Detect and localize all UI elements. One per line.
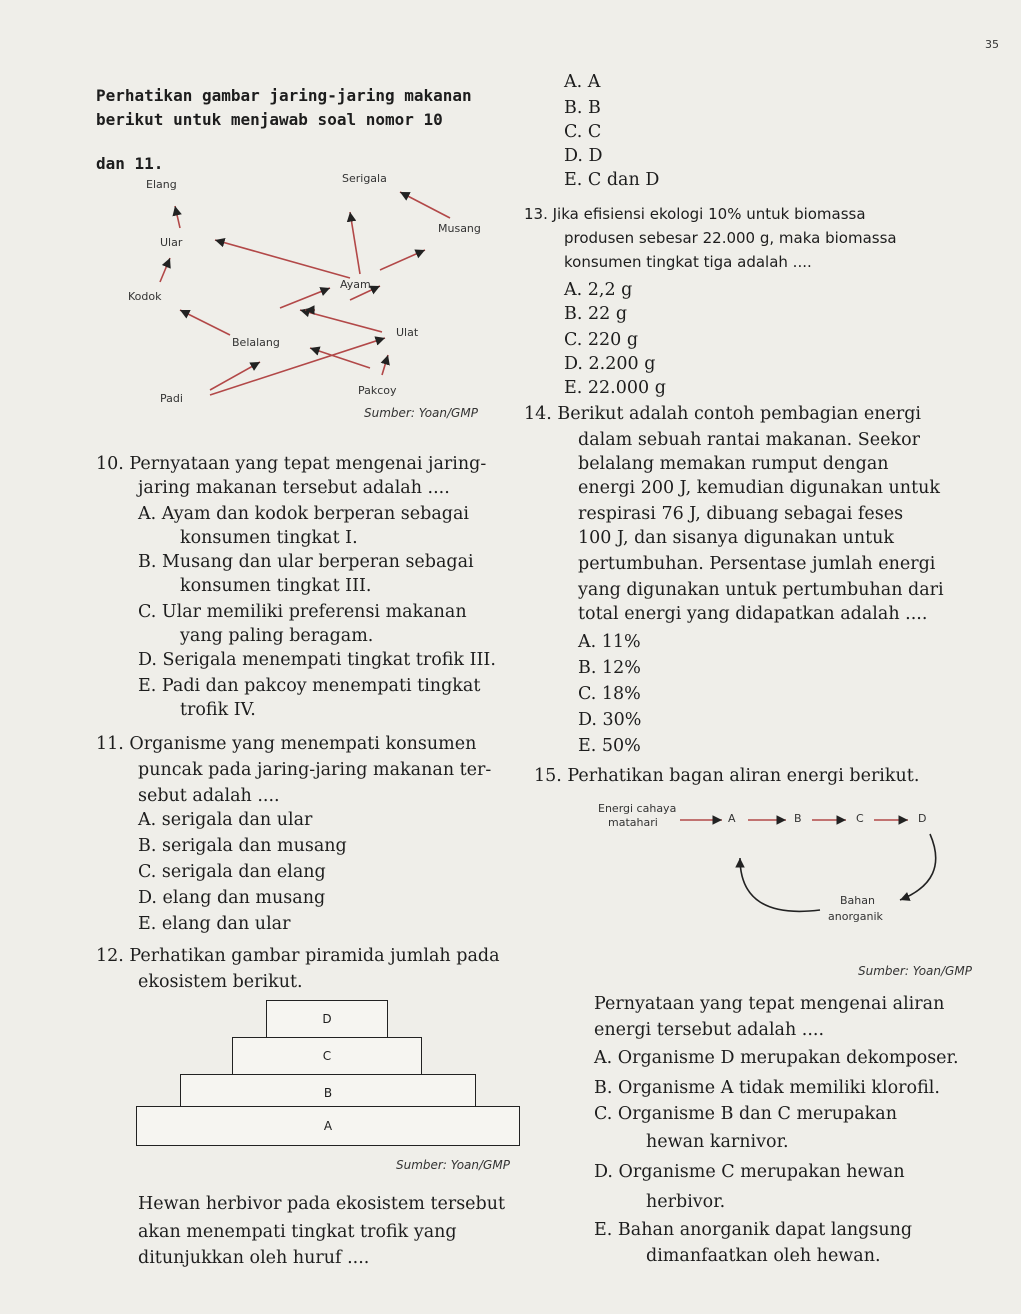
q13-stem: 13. Jika efisiensi ekologi 10% untuk biomassa <box>524 205 866 223</box>
q10-option-a-cont: konsumen tingkat I. <box>180 528 358 548</box>
q13-option-a[interactable]: A. 2,2 g <box>564 280 633 300</box>
spacer <box>230 300 350 310</box>
q12-text: ditunjukkan oleh huruf .... <box>138 1248 370 1268</box>
flow-node-b: B <box>794 812 802 825</box>
node-ulat: Ulat <box>396 326 419 339</box>
q15-option-c[interactable]: C. Organisme B dan C merupakan <box>594 1104 897 1124</box>
bahan-label: anorganik <box>828 910 883 923</box>
q12-option-a[interactable]: A. A <box>564 72 601 92</box>
bahan-label: Bahan <box>840 894 875 907</box>
q10-option-a[interactable]: A. Ayam dan kodok berperan sebagai <box>138 504 470 524</box>
q15-stem: energi tersebut adalah .... <box>594 1020 825 1040</box>
q10-option-d[interactable]: D. Serigala menempati tingkat trofik III. <box>138 650 496 670</box>
arrow-pakcoy-belalang <box>310 348 370 368</box>
q13-option-e[interactable]: E. 22.000 g <box>564 378 666 398</box>
node-kodok: Kodok <box>128 290 162 303</box>
q15-option-a[interactable]: A. Organisme D merupakan dekomposer. <box>594 1048 959 1068</box>
q10-option-e-cont: trofik IV. <box>180 700 256 720</box>
q14-stem: total energi yang didapatkan adalah .... <box>578 604 928 624</box>
q14-stem: respirasi 76 J, dibuang sebagai feses <box>578 504 904 524</box>
node-pakcoy: Pakcoy <box>358 384 397 397</box>
q14-option-d[interactable]: D. 30% <box>578 710 642 730</box>
q10-stem: 10. Pernyataan yang tepat mengenai jaring- <box>96 454 487 474</box>
q10-option-b[interactable]: B. Musang dan ular berperan sebagai <box>138 552 474 572</box>
arrow-ayam-serigala <box>350 212 360 274</box>
q15-option-b[interactable]: B. Organisme A tidak memiliki klorofil. <box>594 1078 940 1098</box>
q13-option-b[interactable]: B. 22 g <box>564 304 628 324</box>
q12-option-d[interactable]: D. D <box>564 146 603 166</box>
q15-option-d-cont: herbivor. <box>646 1192 726 1212</box>
q14-option-b[interactable]: B. 12% <box>578 658 641 678</box>
q15-option-d[interactable]: D. Organisme C merupakan hewan <box>594 1162 905 1182</box>
energy-flow-source: Sumber: Yoan/GMP <box>858 964 972 978</box>
q15-option-e-cont: dimanfaatkan oleh hewan. <box>646 1246 881 1266</box>
q12-option-c[interactable]: C. C <box>564 122 602 142</box>
q12-stem: ekosistem berikut. <box>138 972 303 992</box>
q13-stem: konsumen tingkat tiga adalah .... <box>564 253 812 271</box>
q10-option-e[interactable]: E. Padi dan pakcoy menempati tingkat <box>138 676 481 696</box>
intro-line: Perhatikan gambar jaring-jaring makanan <box>96 86 472 105</box>
pyramid-tier-a: A <box>136 1106 520 1146</box>
flow-node-a: A <box>728 812 736 825</box>
q15-option-c-cont: hewan karnivor. <box>646 1132 789 1152</box>
q12-option-b[interactable]: B. B <box>564 98 601 118</box>
arrow-ulat-kodok <box>300 310 382 332</box>
node-padi: Padi <box>160 392 183 405</box>
q10-option-b-cont: konsumen tingkat III. <box>180 576 372 596</box>
pyramid-tier-c: C <box>232 1037 422 1075</box>
q15-stem: Pernyataan yang tepat mengenai aliran <box>594 994 945 1014</box>
arrow-kodok-ular <box>160 258 170 282</box>
food-web-arrows <box>120 170 520 430</box>
q14-option-e[interactable]: E. 50% <box>578 736 641 756</box>
arrow-ayam-musang <box>380 250 425 270</box>
arrow-padi-belalang <box>210 362 260 390</box>
q14-option-a[interactable]: A. 11% <box>578 632 641 652</box>
node-belalang: Belalang <box>232 336 280 349</box>
q14-stem: 14. Berikut adalah contoh pembagian energi <box>524 404 921 424</box>
node-elang: Elang <box>146 178 177 191</box>
node-serigala: Serigala <box>342 172 387 185</box>
arrow-pakcoy-ulat <box>382 355 388 375</box>
arrow-belalang-ayam <box>280 288 330 308</box>
q15-stem: 15. Perhatikan bagan aliran energi berikut. <box>534 766 920 786</box>
arrow-bahan-a <box>740 858 820 911</box>
q11-option-a[interactable]: A. serigala dan ular <box>138 810 313 830</box>
q14-stem: belalang memakan rumput dengan <box>578 454 889 474</box>
arrow-ayam-ular <box>215 240 350 278</box>
q12-text: Hewan herbivor pada ekosistem tersebut <box>138 1194 506 1214</box>
node-musang: Musang <box>438 222 481 235</box>
q12-option-e[interactable]: E. C dan D <box>564 170 660 190</box>
q10-option-c-cont: yang paling beragam. <box>180 626 374 646</box>
q12-text: akan menempati tingkat trofik yang <box>138 1222 457 1242</box>
q11-option-c[interactable]: C. serigala dan elang <box>138 862 326 882</box>
q13-option-c[interactable]: C. 220 g <box>564 330 639 350</box>
q14-stem: dalam sebuah rantai makanan. Seekor <box>578 430 920 450</box>
flow-node-d: D <box>918 812 927 825</box>
q11-stem: puncak pada jaring-jaring makanan ter- <box>138 760 492 780</box>
node-ayam: Ayam <box>340 278 371 291</box>
q14-stem: yang digunakan untuk pertumbuhan dari <box>578 580 944 600</box>
q14-stem: pertumbuhan. Persentase jumlah energi <box>578 554 936 574</box>
q11-stem: sebut adalah .... <box>138 786 280 806</box>
energy-flow-diagram <box>590 800 970 940</box>
q12-stem: 12. Perhatikan gambar piramida jumlah pada <box>96 946 500 966</box>
arrow-d-bahan <box>900 834 936 900</box>
q11-option-b[interactable]: B. serigala dan musang <box>138 836 347 856</box>
arrow-musang-serigala <box>400 192 450 218</box>
q11-option-d[interactable]: D. elang dan musang <box>138 888 326 908</box>
pyramid-tier-b: B <box>180 1074 476 1112</box>
arrow-ular-elang <box>175 206 180 228</box>
q13-option-d[interactable]: D. 2.200 g <box>564 354 656 374</box>
sun-label: matahari <box>608 816 658 829</box>
q11-option-e[interactable]: E. elang dan ular <box>138 914 291 934</box>
q10-option-c[interactable]: C. Ular memiliki preferensi makanan <box>138 602 467 622</box>
intro-line: berikut untuk menjawab soal nomor 10 <box>96 110 443 129</box>
page-mark: 35 <box>985 38 999 51</box>
q14-stem: 100 J, dan sisanya digunakan untuk <box>578 528 894 548</box>
q13-stem: produsen sebesar 22.000 g, maka biomassa <box>564 229 897 247</box>
q14-stem: energi 200 J, kemudian digunakan untuk <box>578 478 940 498</box>
arrow-belalang-kodok <box>180 310 230 335</box>
q10-stem: jaring makanan tersebut adalah .... <box>138 478 450 498</box>
food-web-diagram <box>120 170 520 430</box>
pyramid-source: Sumber: Yoan/GMP <box>396 1158 510 1172</box>
pyramid-tier-d: D <box>266 1000 388 1038</box>
q11-stem: 11. Organisme yang menempati konsumen <box>96 734 477 754</box>
node-ular: Ular <box>160 236 183 249</box>
q14-option-c[interactable]: C. 18% <box>578 684 641 704</box>
intro-line: dan 11. <box>96 154 164 173</box>
food-web-source: Sumber: Yoan/GMP <box>364 406 478 420</box>
q15-option-e[interactable]: E. Bahan anorganik dapat langsung <box>594 1220 913 1240</box>
sun-label: Energi cahaya <box>598 802 677 815</box>
flow-node-c: C <box>856 812 864 825</box>
